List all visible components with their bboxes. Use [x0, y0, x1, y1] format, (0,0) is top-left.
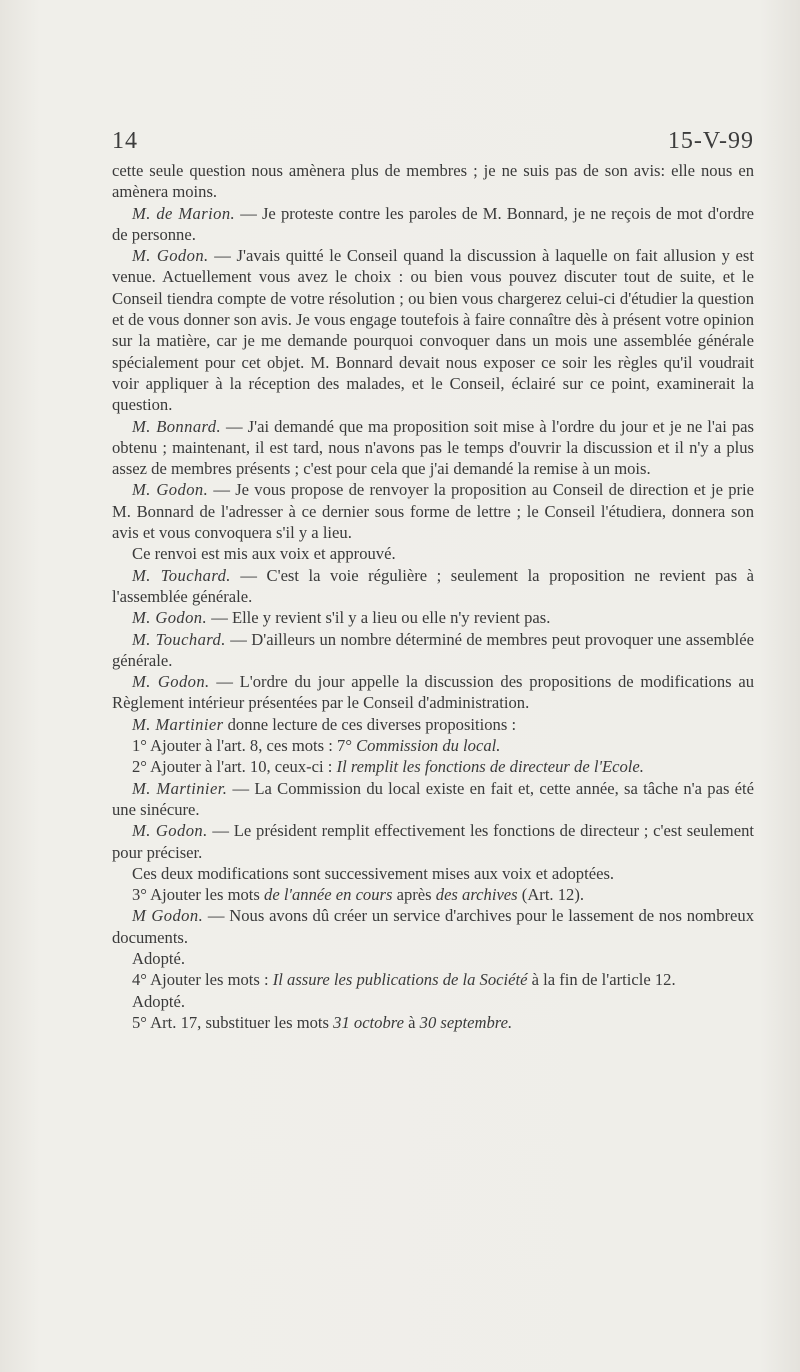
text-segment: — Le président remplit effectivement les fonctions de directeur ; c'est seulement pour préciser. — [112, 821, 754, 862]
paragraph — [112, 671, 754, 714]
italic-text: de l'année en cours — [264, 885, 393, 905]
text-segment: 1° Ajouter à l'art. 8, ces mots : 7° — [132, 736, 357, 756]
paragraph — [112, 905, 754, 948]
text-segment: — Nous avons dû créer un service d'archives pour le lassement de nos nombreux documents. — [112, 906, 754, 947]
text-segment: cette seule question nous amènera plus de membres ; je ne suis pas de son avis: elle nous en amènera moins. — [112, 161, 754, 202]
text-segment: après — [392, 885, 436, 905]
speaker-name: M. Touchard. — [132, 629, 226, 649]
speaker-name: M. Martinier — [132, 714, 224, 734]
header-date: 15-V-99 — [667, 128, 754, 154]
paragraph — [112, 863, 754, 884]
italic-text: des archives — [435, 885, 518, 905]
speaker-name: M. Touchard. — [132, 565, 231, 585]
paragraph — [112, 948, 754, 969]
italic-text: Il assure les publications de la Société — [272, 970, 528, 990]
italic-text: 30 septembre. — [419, 1012, 513, 1032]
speaker-name: M. Godon. — [132, 246, 209, 266]
speaker-name: M. Godon. — [132, 608, 208, 628]
paragraph — [112, 884, 754, 905]
italic-text: 31 octobre — [333, 1012, 404, 1032]
text-segment: donne lecture de ces diverses propositions : — [223, 714, 517, 734]
text-segment: — C'est la voie régulière ; seulement la proposition ne revient pas à l'assemblée générale. — [112, 565, 754, 606]
paragraph — [112, 479, 754, 543]
text-segment: — Elle y revient s'il y a lieu ou elle n'y revient pas. — [207, 608, 551, 628]
speaker-name: M. Godon. — [132, 821, 208, 841]
speaker-name: M. Godon. — [132, 672, 210, 692]
text-segment: — Je proteste contre les paroles de M. Bonnard, je ne reçois de mot d'ordre de personne. — [112, 203, 755, 244]
speaker-name: M. Martinier. — [132, 778, 228, 798]
speaker-name: M. Bonnard. — [132, 416, 222, 436]
text-segment: — Je vous propose de renvoyer la proposition au Conseil de direction et je prie M. Bonnard de l'adresser à ce dernier sous forme de lettre ; le Conseil l'étudiera, donnera son avis et vous convoquera s'il y a lieu. — [112, 480, 754, 543]
text-segment: 5° Art. 17, substituer les mots — [132, 1012, 334, 1032]
paragraph — [112, 607, 754, 628]
text-segment: à — [403, 1012, 420, 1032]
text-segment: Adopté. — [132, 948, 185, 968]
paragraph — [112, 160, 754, 203]
paragraph — [112, 543, 754, 564]
paragraph — [112, 714, 754, 735]
italic-text: Commission du local. — [356, 736, 501, 756]
text-segment: Ce renvoi est mis aux voix et approuvé. — [132, 544, 396, 564]
page-number: 14 — [112, 128, 138, 154]
paragraph — [112, 416, 754, 480]
speaker-name: M. Godon. — [132, 480, 209, 500]
text-segment: (Art. 12). — [517, 885, 584, 905]
paragraph — [112, 565, 754, 608]
paragraph — [112, 245, 754, 415]
paragraph — [112, 1012, 754, 1033]
body-text — [112, 160, 754, 1033]
paragraph — [112, 969, 754, 990]
text-segment: — La Commission du local existe en fait et, cette année, sa tâche n'a pas été une sinécure. — [112, 778, 755, 819]
text-segment: — D'ailleurs un nombre déterminé de membres peut provoquer une assemblée générale. — [112, 629, 754, 670]
italic-text: Il remplit les fonctions de directeur de l'Ecole. — [336, 757, 644, 777]
paragraph — [112, 820, 754, 863]
paragraph — [112, 756, 754, 777]
text-segment: Ces deux modifications sont successivement mises aux voix et adoptées. — [132, 863, 615, 883]
paragraph — [112, 778, 754, 821]
text-segment: — L'ordre du jour appelle la discussion des propositions de modifications au Règlement intérieur présentées par le Conseil d'administration. — [112, 672, 754, 713]
paragraph — [112, 629, 754, 672]
text-segment: Adopté. — [132, 991, 185, 1011]
text-segment: — J'avais quitté le Conseil quand la discussion à laquelle on fait allusion y est venue. Actuellement vous avez le choix : ou bien vous pouvez discuter tout de suite, et le Conseil tiendra compte de votre résolution ; ou bien vous chargerez celui-ci d'étudier la question et de vous donner son avis. Je vous engage toutefois à faire connaître dès à présent votre opinion sur la matière, car je me demande pourquoi convoquer dans un mois une assemblée générale spécialement pour cet objet. M. Bonnard devait nous exposer ce soir les règles qu'il voudrait voir appliquer à la réception des malades, et le Conseil, éclairé sur ce point, examinerait la question. — [112, 246, 754, 415]
paragraph — [112, 203, 754, 246]
paragraph — [112, 991, 754, 1012]
text-segment: — J'ai demandé que ma proposition soit mise à l'ordre du jour et je ne l'ai pas obtenu ; maintenant, il est tard, nous n'avons pas le temps d'ouvrir la discussion et il n'y a plus assez de membres présents ; c'est pour cela que j'ai demandé la remise à un mois. — [112, 416, 754, 479]
speaker-name: M Godon. — [132, 906, 204, 926]
text-segment: 4° Ajouter les mots : — [132, 970, 273, 990]
text-segment: 3° Ajouter les mots — [132, 885, 265, 905]
text-segment: 2° Ajouter à l'art. 10, ceux-ci : — [132, 757, 337, 777]
paragraph — [112, 735, 754, 756]
speaker-name: M. de Marion. — [132, 203, 236, 223]
text-segment: à la fin de l'article 12. — [527, 970, 676, 990]
